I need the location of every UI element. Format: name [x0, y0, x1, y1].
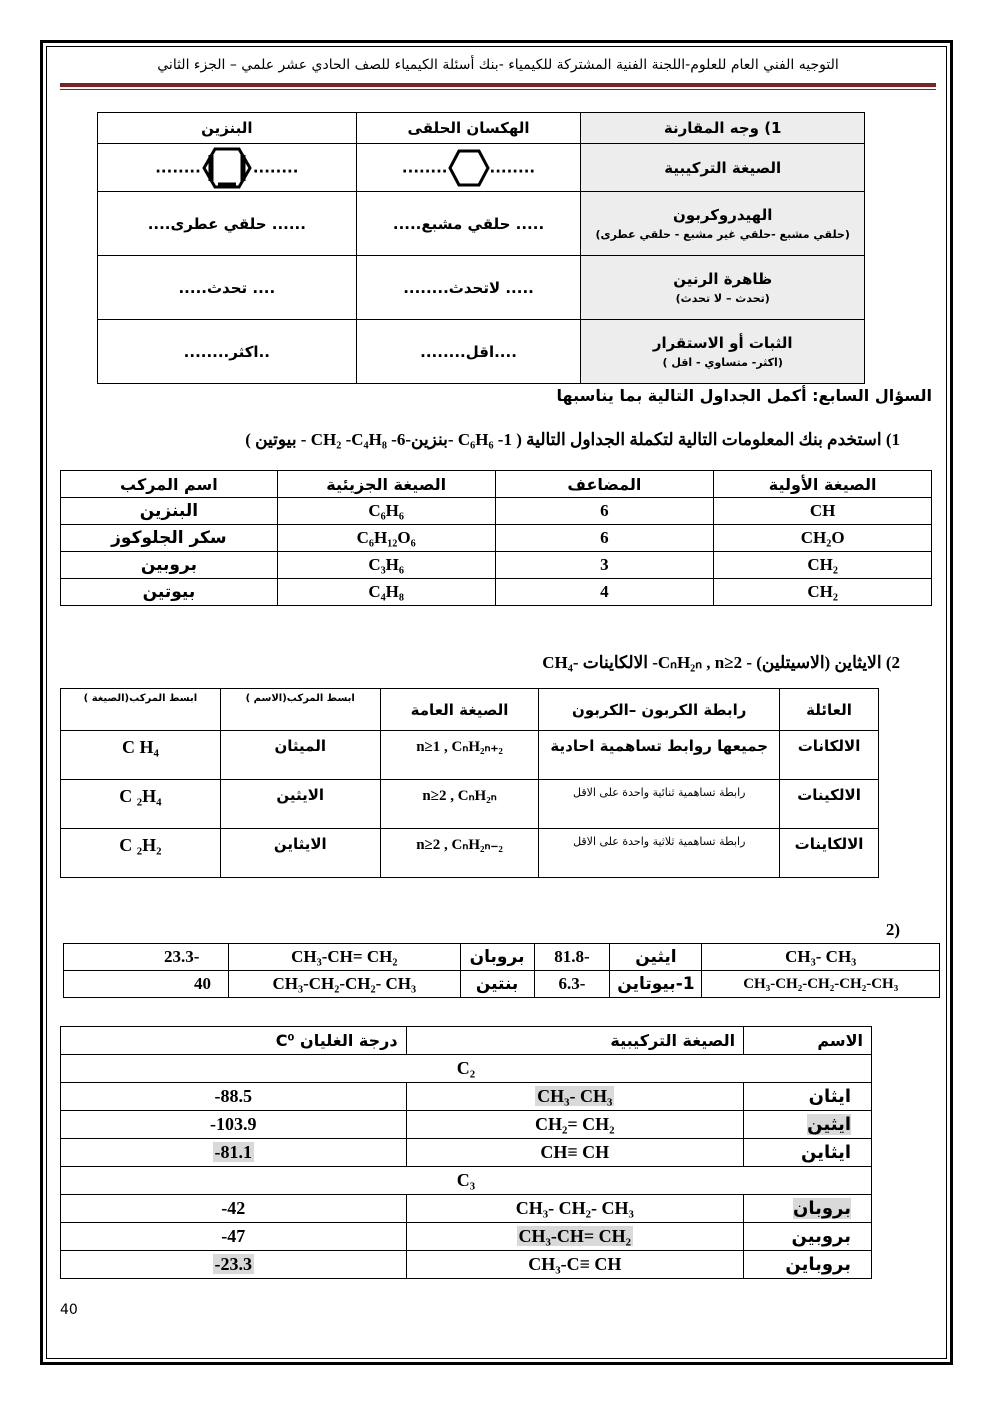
cyclohexane-structure [356, 144, 581, 192]
comparison-header-cyclohexane: الهكسان الحلقى [356, 113, 581, 144]
molecular-formula: C₆H₁₂O₆ [277, 525, 495, 552]
formula-table [60, 470, 932, 606]
structural-formula: CH₂= CH₂ [406, 1111, 744, 1139]
compound-name: سكر الجلوكوز [61, 525, 278, 552]
table-row [61, 731, 879, 780]
compound-name [744, 1195, 872, 1223]
simplest-name: الايثين [220, 780, 380, 829]
compound-name-text: ايثين [807, 1114, 851, 1135]
comparison-row-label [581, 320, 865, 384]
hydrocarbon-family-table [60, 688, 879, 878]
col-header: العائلة [780, 689, 879, 731]
simplest-name: الايثاين [220, 829, 380, 878]
benzene-ring-icon [201, 146, 253, 190]
compound-name: بيوتين [61, 579, 278, 606]
part3-label: (2 [885, 920, 900, 939]
col-header: رابطة الكربون –الكربون [539, 689, 780, 731]
dots-left: ........ [252, 158, 299, 176]
multiplier: 4 [495, 579, 714, 606]
table-row [61, 780, 879, 829]
cyclohexane-value: ....اقل........ [356, 320, 581, 384]
compound-name-text: بروبان [792, 1198, 851, 1219]
part1-instruction: 1) استخدم بنك المعلومات التالية لتكملة الجداول التالية ( C₆H₆ -1 -بنزين-6- CH₂ -C₄H₈ - بيوتين ) [245, 430, 900, 449]
formula-text: CH₃- CH₃ [537, 1086, 613, 1106]
table-row [64, 971, 940, 998]
table-row [61, 1251, 872, 1279]
molecular-formula: C₆H₆ [277, 498, 495, 525]
page-header: التوجيه الفني العام للعلوم-اللجنة الفنية المشتركة للكيمياء -بنك أسئلة الكيمياء للصف الحادي عشر علمي – الجزء الثاني [157, 57, 839, 73]
family-name: الالكانات [780, 731, 879, 780]
row-label-text: ظاهرة الرنين [673, 270, 773, 288]
boiling-point: 42- [61, 1195, 407, 1223]
col-header: الاسم [744, 1027, 872, 1055]
comparison-header-aspect: 1) وجه المقارنة [581, 113, 865, 144]
cyclohexane-value: ..... حلقي مشبع..... [356, 192, 581, 256]
boiling-point-table [60, 1026, 872, 1279]
bank-formula: CH₃-CH₂-CH₂- CH₃ [229, 971, 461, 998]
row-label-text: الهيدروكربون [673, 206, 773, 224]
comparison-header-benzene: البنزين [98, 113, 357, 144]
group-c2: C₂ [61, 1055, 872, 1083]
boiling-point: 103.9- [61, 1111, 407, 1139]
empirical-formula: CH₂O [714, 525, 932, 552]
table-row [61, 525, 932, 552]
empirical-formula: CH₂ [714, 579, 932, 606]
compound-name: بروبين [744, 1223, 872, 1251]
page-number: 40 [60, 1302, 78, 1318]
bond-type: رابطة تساهمية ثنائية واحدة على الاقل [539, 780, 780, 829]
family-name: الالكينات [780, 780, 879, 829]
empirical-formula: CH₂ [714, 552, 932, 579]
bank-name: بنتين [460, 971, 534, 998]
structural-formula: CH₃- CH₂- CH₃ [406, 1195, 744, 1223]
comparison-row-label: الصيغة التركيبية [581, 144, 865, 192]
cyclohexane-ring-icon [448, 148, 490, 188]
col-header: الصيغة العامة [380, 689, 539, 731]
question-title: السؤال السابع: أكمل الجداول التالية بما يناسبها [556, 386, 932, 405]
boiling-point [61, 1251, 407, 1279]
multiplier: 6 [495, 498, 714, 525]
col-header: الصيغة التركيبية [406, 1027, 744, 1055]
compound-name [744, 1111, 872, 1139]
dots-right: ........ [401, 158, 448, 176]
bank-formula: CH₃-CH₂-CH₂-CH₂-CH₃ [702, 971, 940, 998]
bank-name: ايثين [610, 944, 702, 971]
bank-value: -23.3 [64, 944, 229, 971]
benzene-value: ..اكثر........ [98, 320, 357, 384]
structural-formula: CH₃-C≡ CH [406, 1251, 744, 1279]
benzene-value: ...... حلقي عطرى.... [98, 192, 357, 256]
bond-type: جميعها روابط تساهمية احادية [539, 731, 780, 780]
simplest-name: الميثان [220, 731, 380, 780]
table-row [61, 1111, 872, 1139]
structural-formula [406, 1223, 744, 1251]
comparison-table [97, 112, 865, 384]
comparison-row-label [581, 192, 865, 256]
compound-name [744, 1083, 872, 1111]
benzene-value: .... تحدث..... [98, 256, 357, 320]
comparison-row-label [581, 256, 865, 320]
table-row [61, 498, 932, 525]
table-row [61, 1083, 872, 1111]
structural-formula [406, 1083, 744, 1111]
bank-value: -6.3 [534, 971, 610, 998]
col-header: درجة الغليان C⁰ [61, 1027, 407, 1055]
col-header: الصيغة الجزيئية [277, 471, 495, 498]
col-header: الصيغة الأولية [714, 471, 932, 498]
boiling-point: 47- [61, 1223, 407, 1251]
simplest-formula: C ₂H₄ [61, 780, 221, 829]
row-label-text: الثبات أو الاستقرار [652, 334, 793, 352]
compound-name: بروبين [61, 552, 278, 579]
table-row [61, 1139, 872, 1167]
boiling-point [61, 1139, 407, 1167]
simplest-formula: C H₄ [61, 731, 221, 780]
boiling-point: 88.5- [61, 1083, 407, 1111]
table-row [64, 944, 940, 971]
header-rule [60, 83, 936, 87]
table-row [61, 1195, 872, 1223]
empirical-formula: CH [714, 498, 932, 525]
table-row [61, 829, 879, 878]
simplest-formula: C ₂H₂ [61, 829, 221, 878]
bank-formula: CH₃-CH= CH₂ [229, 944, 461, 971]
row-hint: (تحدث – لا تحدث) [675, 292, 770, 305]
molecular-formula: C₃H₆ [277, 552, 495, 579]
part2-instruction: 2) الايثاين (الاسيتلين) - CₙH₂ₙ , n≥2- الالكاينات -CH₄ [542, 653, 900, 672]
data-bank-table [63, 943, 940, 998]
bank-name: 1-بيوتاين [610, 971, 702, 998]
bank-formula: CH₃- CH₃ [702, 944, 940, 971]
bank-name: بروبان [460, 944, 534, 971]
molecular-formula: C₄H₈ [277, 579, 495, 606]
col-header: ابسط المركب(الاسم ) [220, 689, 380, 731]
compound-name: ايثاين [744, 1139, 872, 1167]
table-row [61, 552, 932, 579]
header-rule-thin [60, 89, 936, 90]
group-c3: C₃ [61, 1167, 872, 1195]
bank-value: -81.8 [534, 944, 610, 971]
compound-name-text: ايثان [808, 1086, 851, 1107]
multiplier: 6 [495, 525, 714, 552]
general-formula: n≥1 , CₙH₂ₙ₊₂ [380, 731, 539, 780]
col-header: ابسط المركب(الصيغة ) [61, 689, 221, 731]
row-hint: (حلقي مشبع -حلقي غير مشبع - حلقي عطرى) [595, 228, 850, 241]
benzene-structure [98, 144, 357, 192]
cyclohexane-value: ..... لاتحدث........ [356, 256, 581, 320]
value-text: 23.3- [214, 1254, 253, 1274]
col-header: المضاعف [495, 471, 714, 498]
general-formula: n≥2 , CₙH₂ₙ₋₂ [380, 829, 539, 878]
table-row [61, 1223, 872, 1251]
family-name: الالكاينات [780, 829, 879, 878]
row-hint: (اكثر- متساوي - اقل ) [662, 356, 783, 369]
formula-text: CH₃-CH= CH₂ [518, 1226, 632, 1246]
bond-type: رابطة تساهمية ثلاثية واحدة على الاقل [539, 829, 780, 878]
value-text: 81.1- [214, 1142, 253, 1162]
general-formula: n≥2 , CₙH₂ₙ [380, 780, 539, 829]
dots-right: ........ [155, 158, 201, 176]
col-header: اسم المركب [61, 471, 278, 498]
table-row [61, 579, 932, 606]
multiplier: 3 [495, 552, 714, 579]
bank-value: 40 [64, 971, 229, 998]
dots-left: ........ [489, 158, 536, 176]
compound-name: البنزين [61, 498, 278, 525]
compound-name: بروباين [744, 1251, 872, 1279]
structural-formula: CH≡ CH [406, 1139, 744, 1167]
